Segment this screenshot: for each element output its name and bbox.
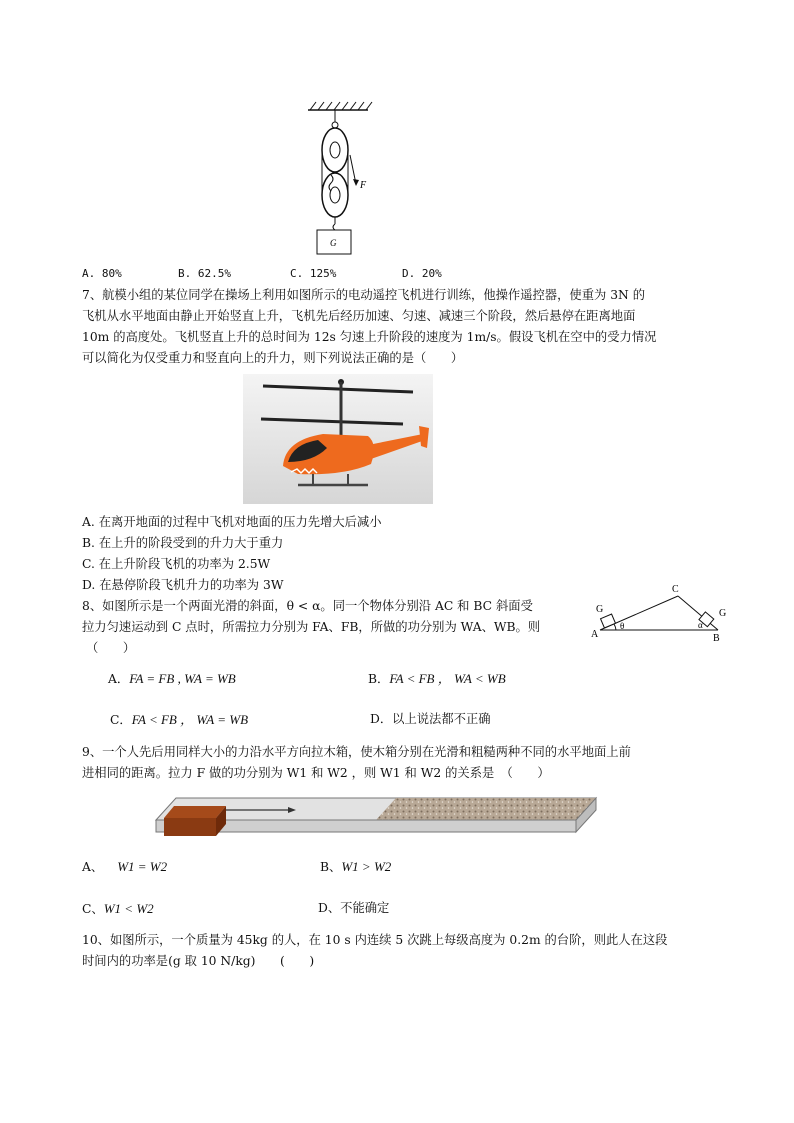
- q6-option-d: D. 20%: [402, 267, 442, 280]
- q9-option-a-prefix: A、: [82, 860, 104, 874]
- weight-g-right-label: G: [719, 608, 727, 619]
- q6-option-b: B. 62.5%: [178, 267, 231, 280]
- q8-option-d: [370, 709, 491, 730]
- q8-option-b: [368, 668, 506, 690]
- q8-text-line-2: 拉力匀速运动到 C 点时，所需拉力分别为 FA、FB，所做的功分别为 WA、WB。则: [82, 620, 541, 634]
- q9-option-a: [82, 856, 167, 878]
- weight-g-left-label: G: [596, 604, 604, 615]
- q8-option-d-expr: 以上说法都不正确: [392, 712, 491, 726]
- box-surface-diagram: [150, 786, 600, 836]
- q7-option-d: D. 在悬停阶段飞机升力的功率为 3W: [82, 578, 284, 592]
- pulley-diagram: [300, 100, 380, 260]
- q7-text-line-2: 飞机从水平地面由静止开始竖直上升，飞机先后经历加速、匀速、减速三个阶段，然后悬停在距离地面: [82, 309, 636, 323]
- q6-option-a: A. 80%: [82, 267, 122, 280]
- point-c-label: C: [672, 584, 679, 595]
- q8-text-line-1: 8、如图所示是一个两面光滑的斜面，θ < α。同一个物体分别沿 AC 和 BC 斜面受: [82, 599, 533, 613]
- q8-option-a-prefix: A．: [108, 672, 130, 686]
- q8-text-line-3: （ ）: [86, 641, 136, 655]
- q7-option-a: A. 在离开地面的过程中飞机对地面的压力先增大后减小: [82, 515, 382, 529]
- q9-option-d-expr: 不能确定: [340, 901, 390, 915]
- q9-option-d-prefix: D、: [318, 901, 341, 915]
- q8-option-c-prefix: C．: [110, 713, 132, 727]
- point-a-label: A: [591, 629, 599, 640]
- q9-option-c-expr: W1 < W2: [103, 901, 154, 916]
- q10-text-line-1: 10、如图所示，一个质量为 45kg 的人，在 10 s 内连续 5 次跳上每级高度为 0.2m 的台阶，则此人在这段: [82, 933, 668, 947]
- theta-label: θ: [620, 621, 625, 631]
- q9-option-c-prefix: C、: [82, 902, 104, 916]
- q10-text-line-2: 时间内的功率是(g 取 10 N/kg) ( ): [82, 954, 315, 968]
- q6-option-c: C. 125%: [290, 267, 337, 280]
- q7-option-b: B. 在上升的阶段受到的升力大于重力: [82, 536, 284, 550]
- force-label: F: [360, 180, 367, 191]
- q9-text-line-2: 进相同的距离。拉力 F 做的功分别为 W1 和 W2 ，则 W1 和 W2 的关系是 （ ）: [82, 766, 550, 780]
- q7-text-line-1: 7、航模小组的某位同学在操场上利用如图所示的电动遥控飞机进行训练，他操作遥控器，使重为 3N 的: [82, 288, 645, 302]
- q7-text-line-3: 10m 的高度处。飞机竖直上升的总时间为 12s 匀速上升阶段的速度为 1m/s。假设飞机在空中的受力情况: [82, 330, 657, 344]
- q8-option-d-prefix: D．: [370, 712, 393, 726]
- helicopter-image: [243, 374, 433, 504]
- q7-text-line-4: 可以简化为仅受重力和竖直向上的升力，则下列说法正确的是（ ）: [82, 351, 464, 365]
- q8-option-b-prefix: B．: [368, 672, 390, 686]
- q9-option-c: [82, 898, 154, 920]
- q8-option-b-expr: FA < FB ， WA < WB: [389, 671, 506, 686]
- point-b-label: B: [713, 633, 720, 644]
- q9-option-b-prefix: B、: [320, 860, 342, 874]
- q8-option-c-expr: FA < FB ， WA = WB: [131, 712, 249, 727]
- q9-option-b-expr: W1 > W2: [341, 859, 392, 874]
- alpha-label: α: [698, 620, 703, 630]
- q9-option-d: [318, 898, 389, 919]
- q8-option-a-expr: FA = FB , WA = WB: [129, 671, 236, 686]
- q7-option-c: C. 在上升阶段飞机的功率为 2.5W: [82, 557, 271, 571]
- weight-label: G: [330, 238, 337, 248]
- q9-text-line-1: 9、一个人先后用同样大小的力沿水平方向拉木箱，使木箱分别在光滑和粗糙两种不同的水平地面上前: [82, 745, 631, 759]
- q9-option-a-expr: W1 = W2: [117, 859, 168, 874]
- q9-option-b: [320, 856, 391, 878]
- q8-option-a: [108, 668, 236, 690]
- incline-diagram: [588, 578, 734, 644]
- q8-option-c: [110, 709, 248, 731]
